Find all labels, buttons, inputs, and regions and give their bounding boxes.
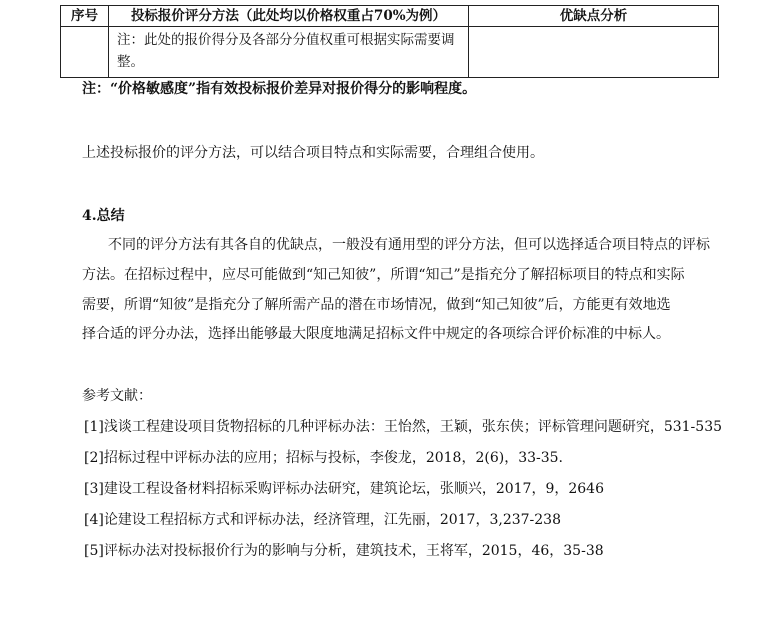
conclusion-heading: 4.总结	[82, 208, 125, 224]
table-note-cell: 注：此处的报价得分及各部分分值权重可根据实际需要调整。	[109, 27, 469, 78]
table-header-seq: 序号	[61, 6, 109, 27]
reference-item: [1]浅谈工程建设项目货物招标的几种评标办法：王怡然，王颖，张东侠；评标管理问题研究，531-535	[84, 419, 723, 435]
summary-statement: 上述投标报价的评分方法，可以结合项目特点和实际需要，合理组合使用。	[82, 145, 544, 161]
conclusion-line: 需要，所谓“知彼”是指充分了解所需产品的潜在市场情况，做到“知己知彼”后，方能更有效地选	[82, 297, 671, 313]
table-header-row	[61, 6, 719, 27]
reference-item: [4]论建设工程招标方式和评标办法，经济管理，江先丽，2017，3,237-238	[84, 512, 561, 528]
conclusion-line: 择合适的评分办法，选择出能够最大限度地满足招标文件中规定的各项综合评价标准的中标人。	[82, 326, 670, 342]
reference-item: [3]建设工程设备材料招标采购评标办法研究，建筑论坛，张顺兴，2017，9，2646	[84, 481, 604, 497]
scoring-method-table	[60, 5, 719, 78]
reference-item: [5]评标办法对投标报价行为的影响与分析，建筑技术，王将军，2015，46，35-38	[84, 543, 604, 559]
table-row	[61, 27, 719, 78]
table-cell-seq	[61, 27, 109, 78]
table-header-method: 投标报价评分方法（此处均以价格权重占70%为例）	[109, 6, 469, 27]
conclusion-line: 方法。在招标过程中，应尽可能做到“知己知彼”，所谓“知己”是指充分了解招标项目的特点和实际	[82, 267, 685, 283]
table-cell-analysis	[469, 27, 719, 78]
sensitivity-note: 注：“价格敏感度”指有效投标报价差异对报价得分的影响程度。	[82, 81, 477, 97]
conclusion-line: 不同的评分方法有其各自的优缺点，一般没有通用型的评分方法，但可以选择适合项目特点的评标	[108, 237, 710, 253]
reference-item: [2]招标过程中评标办法的应用；招标与投标，李俊龙，2018，2(6)，33-35.	[84, 450, 564, 466]
table-header-analysis: 优缺点分析	[469, 6, 719, 27]
references-heading: 参考文献：	[82, 388, 152, 404]
